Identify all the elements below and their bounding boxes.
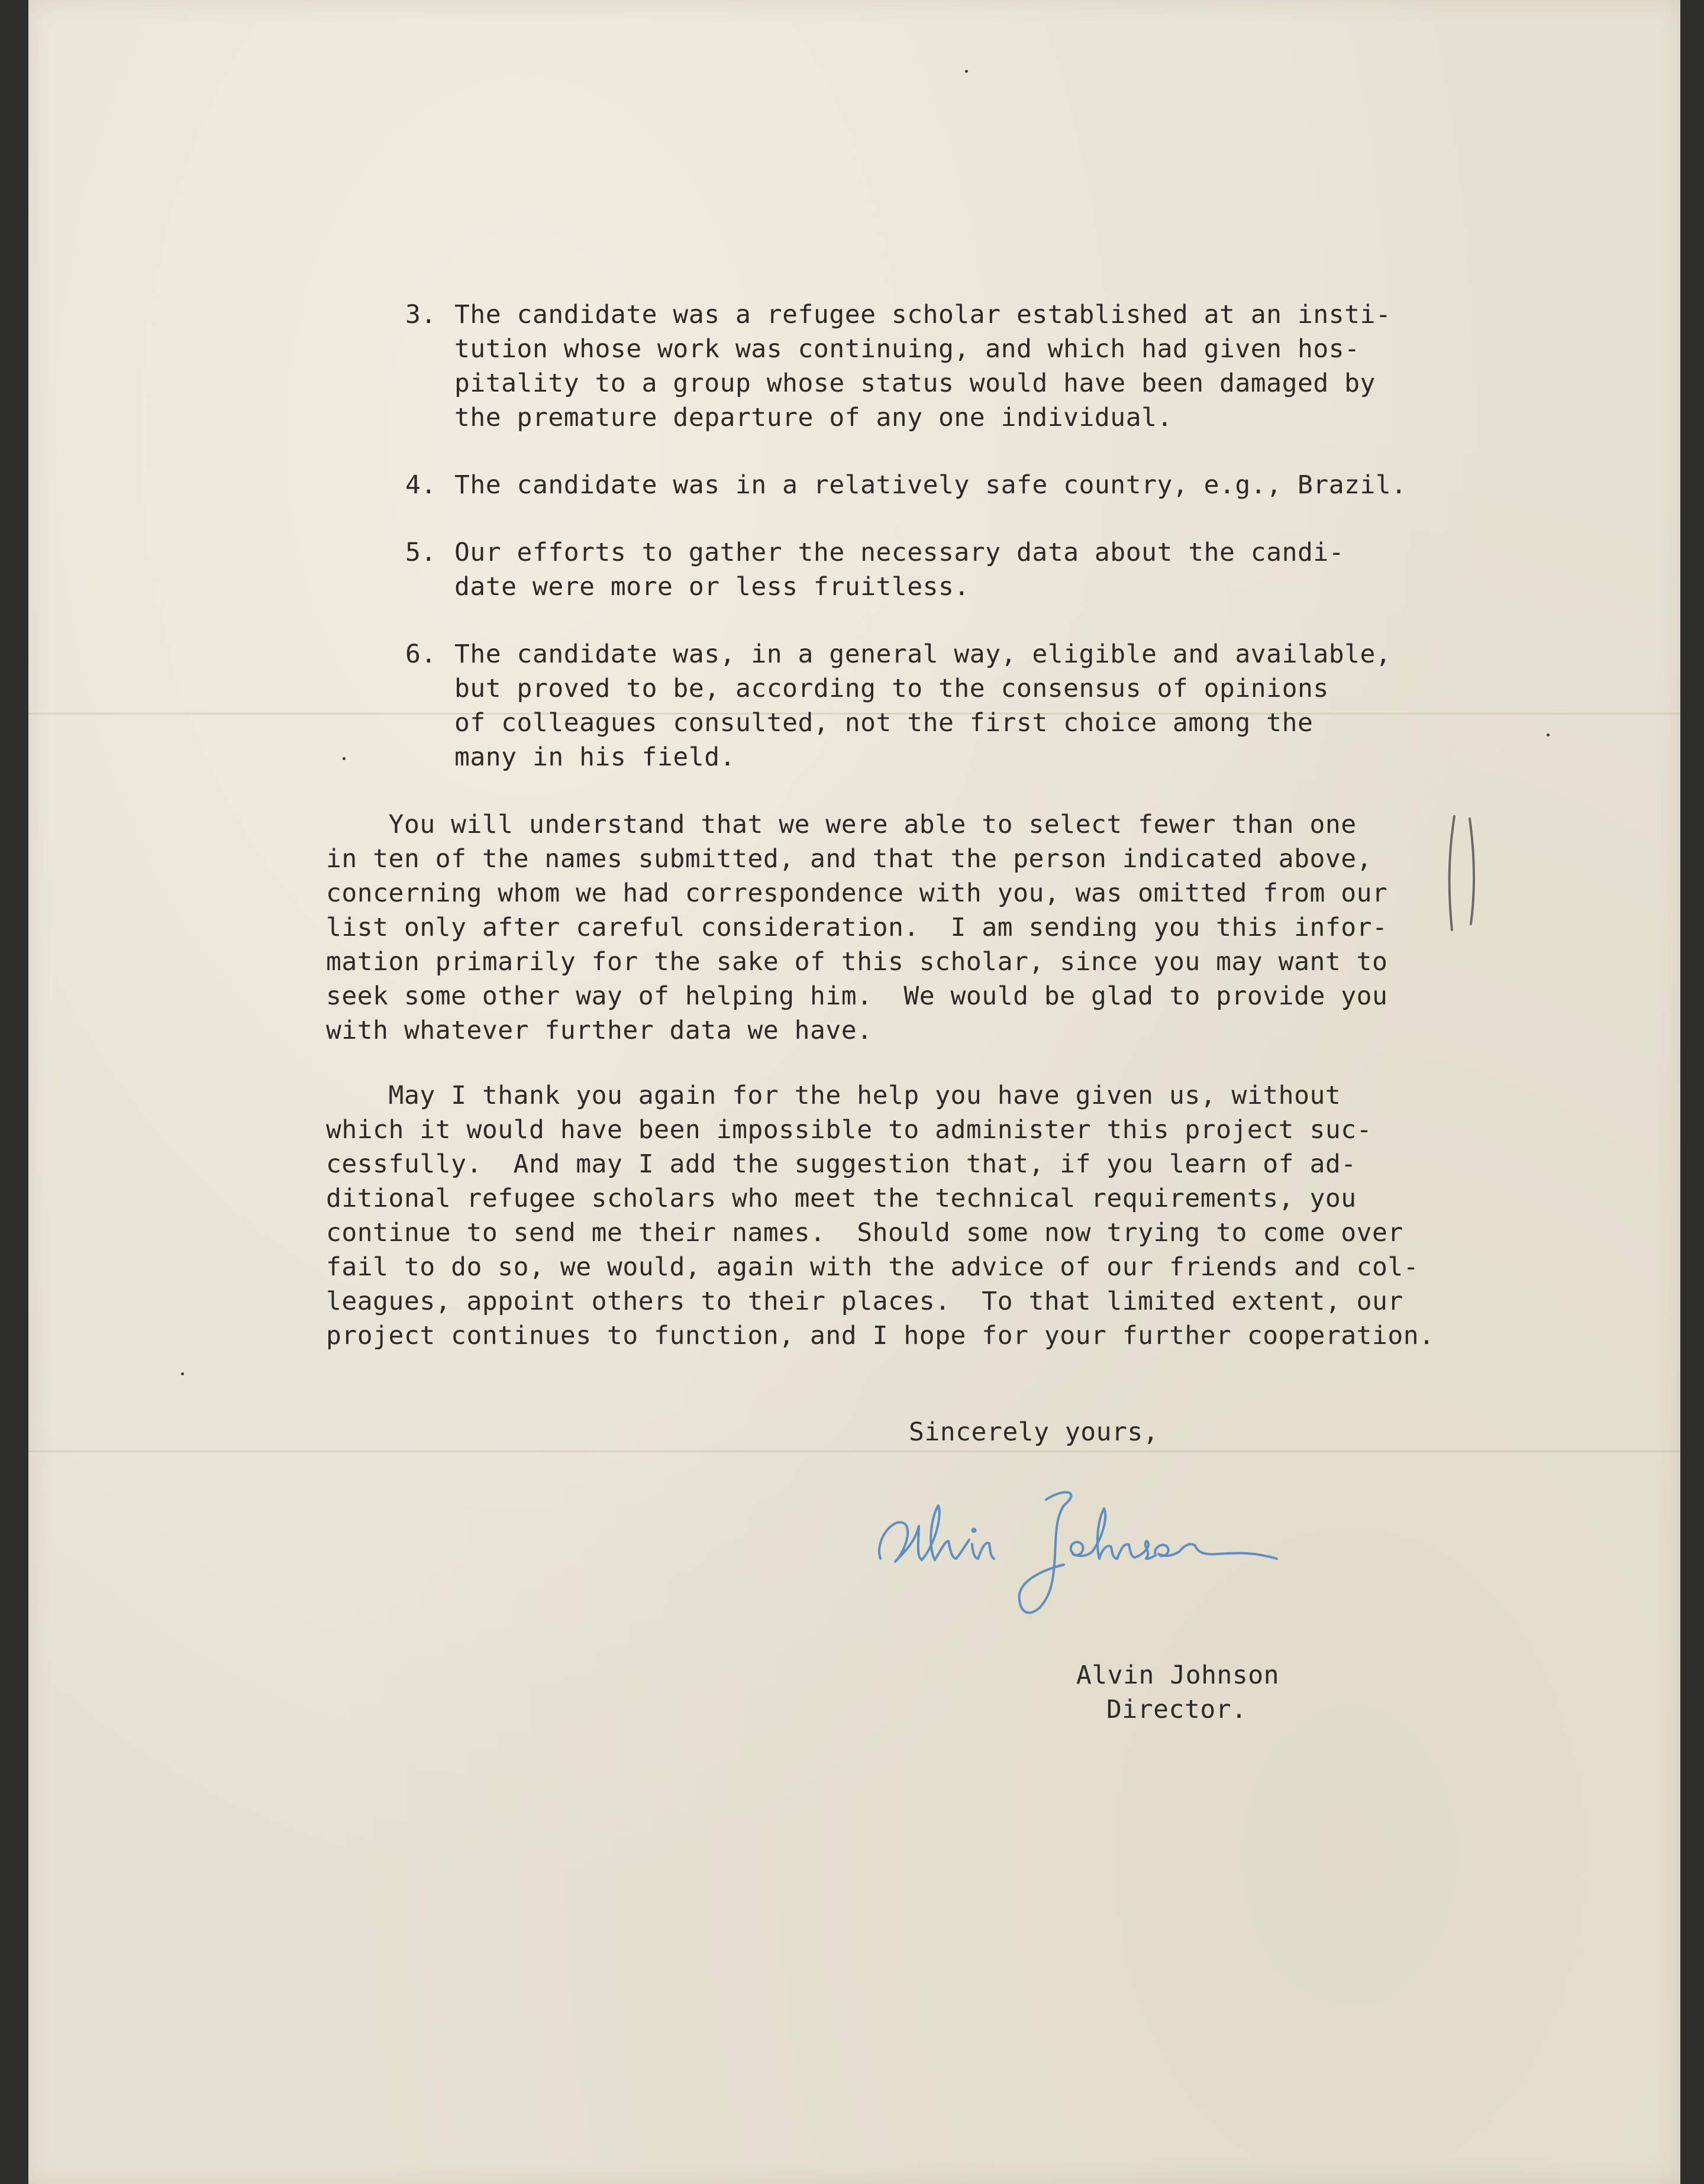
paragraph-line: continue to send me their names. Should some now trying to come over bbox=[326, 1218, 1403, 1248]
signature-image bbox=[869, 1482, 1306, 1636]
item-number: 6. bbox=[405, 639, 437, 669]
signatory-name: Alvin Johnson bbox=[1076, 1660, 1280, 1690]
paper-speck bbox=[1547, 734, 1550, 736]
paragraph-line: with whatever further data we have. bbox=[326, 1016, 873, 1045]
item-line: but proved to be, according to the consensus of opinions bbox=[454, 674, 1329, 703]
item-line: pitality to a group whose status would have been damaged by bbox=[454, 369, 1376, 398]
item-line: The candidate was, in a general way, eligible and available, bbox=[454, 639, 1392, 669]
item-line: Our efforts to gather the necessary data about the candi- bbox=[454, 538, 1345, 567]
fold-line bbox=[28, 1450, 1680, 1452]
salutation: Sincerely yours, bbox=[909, 1417, 1159, 1447]
item-line: of colleagues consulted, not the first choice among the bbox=[454, 708, 1314, 738]
item-line: many in his field. bbox=[454, 742, 735, 772]
letter-page bbox=[28, 0, 1680, 2184]
paragraph-line: cessfully. And may I add the suggestion that, if you learn of ad- bbox=[326, 1149, 1357, 1179]
paragraph-line: concerning whom we had correspondence with you, was omitted from our bbox=[326, 878, 1388, 908]
paragraph-line: mation primarily for the sake of this scholar, since you may want to bbox=[326, 947, 1388, 977]
paragraph-line: list only after careful consideration. I am sending you this infor- bbox=[326, 913, 1388, 942]
item-number: 5. bbox=[405, 538, 437, 567]
paper-speck bbox=[965, 70, 968, 73]
paragraph-line: which it would have been impossible to administer this project suc- bbox=[326, 1115, 1373, 1145]
paragraph-line: You will understand that we were able to select fewer than one bbox=[326, 810, 1357, 839]
paragraph-line: project continues to function, and I hope for your further cooperation. bbox=[326, 1321, 1435, 1351]
item-line: The candidate was a refugee scholar established at an insti- bbox=[454, 300, 1392, 329]
item-number: 4. bbox=[405, 470, 437, 500]
paper-speck bbox=[181, 1372, 184, 1375]
item-number: 3. bbox=[405, 300, 437, 329]
paragraph-line: ditional refugee scholars who meet the technical requirements, you bbox=[326, 1184, 1357, 1213]
pencil-margin-mark bbox=[1441, 812, 1483, 936]
paragraph-line: seek some other way of helping him. We would be glad to provide you bbox=[326, 981, 1388, 1011]
item-line: tution whose work was continuing, and which had given hos- bbox=[454, 334, 1360, 364]
paragraph-line: leagues, appoint others to their places. To that limited extent, our bbox=[326, 1287, 1403, 1316]
paragraph-line: in ten of the names submitted, and that the person indicated above, bbox=[326, 844, 1373, 874]
item-line: date were more or less fruitless. bbox=[454, 572, 970, 602]
signatory-title: Director. bbox=[1106, 1695, 1247, 1724]
paragraph-line: fail to do so, we would, again with the advice of our friends and col- bbox=[326, 1252, 1419, 1282]
item-line: the premature departure of any one individual. bbox=[454, 403, 1173, 432]
paper-speck bbox=[343, 757, 346, 760]
paragraph-line: May I thank you again for the help you have given us, without bbox=[326, 1081, 1341, 1110]
item-line: The candidate was in a relatively safe country, e.g., Brazil. bbox=[454, 470, 1407, 500]
